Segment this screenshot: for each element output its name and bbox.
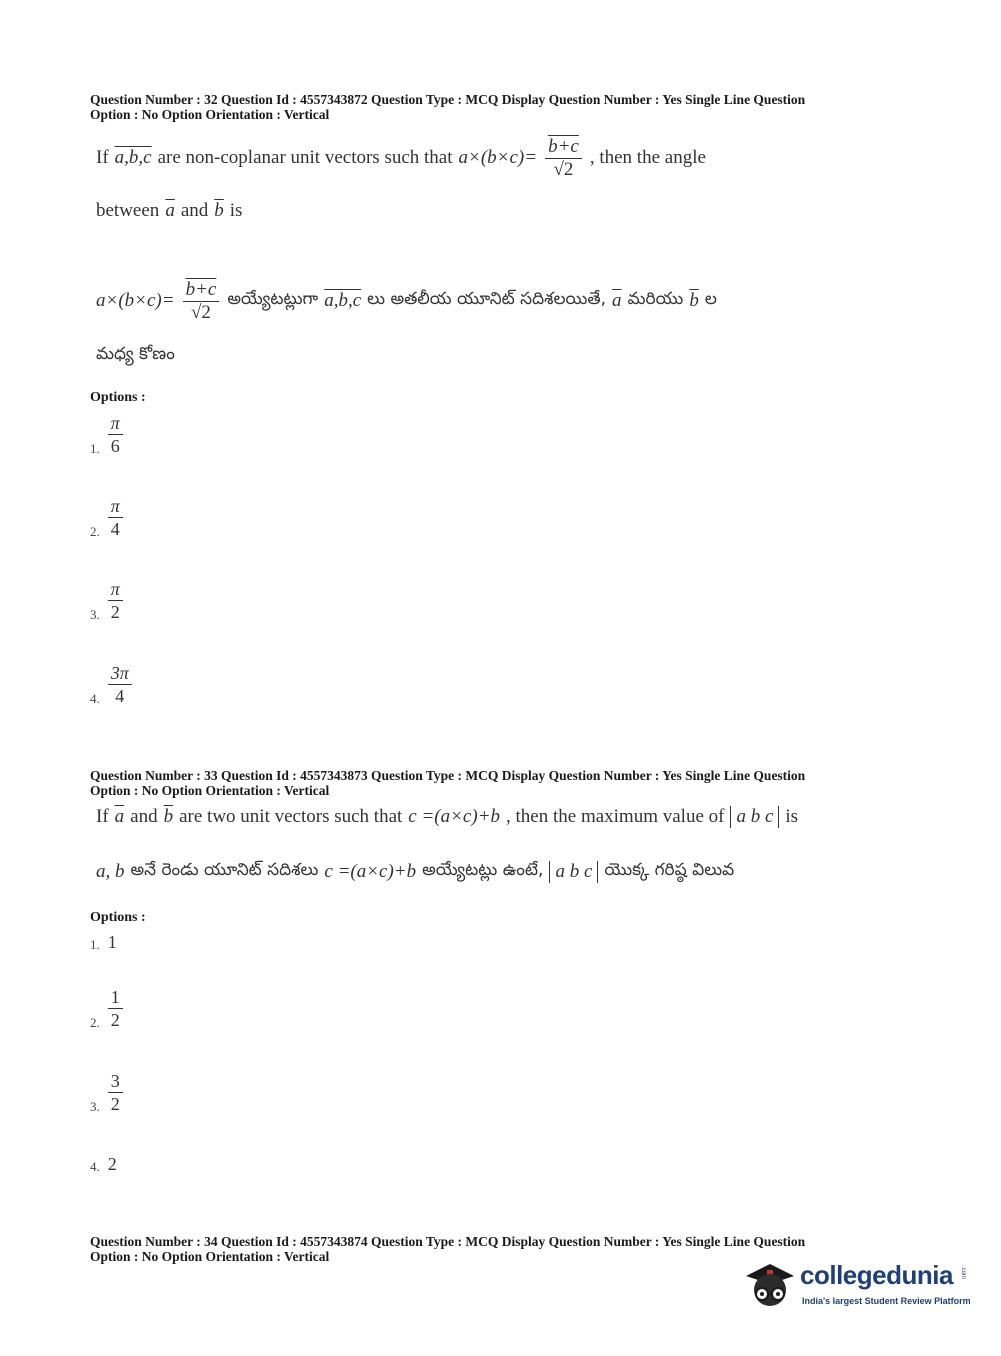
q32-option-3-fraction [108, 578, 123, 623]
q32-telugu-line2: మధ్య కోణం [96, 344, 175, 364]
q33-option-4-value: 2 [107, 1154, 117, 1174]
q32-en-is: is [229, 200, 243, 221]
q32-option-2-denominator: 4 [110, 519, 120, 539]
student-mascot-icon [740, 1254, 800, 1314]
q32-en-mid: are non-coplanar unit vectors such that [157, 147, 453, 168]
q32-option-1[interactable] [90, 412, 123, 457]
q33-te-text2: అయ్యేటట్లు ఉంటే, [422, 860, 544, 880]
q33-option-2[interactable] [90, 986, 123, 1031]
q33-option-4-number: 4. [90, 1159, 100, 1174]
q33-telugu-line [96, 860, 734, 884]
q32-option-3-denominator: 2 [110, 602, 120, 622]
q32-option-4[interactable] [90, 662, 132, 707]
q33-en-if: If [96, 806, 109, 827]
q32-te-text2: లు అతలీయ యూనిట్ సదిశలయితే, [367, 289, 606, 309]
q32-te-frac-den: √2 [190, 301, 211, 323]
logo-wordmark: collegedunia [800, 1260, 953, 1290]
q33-option-3-numerator: 3 [108, 1070, 123, 1093]
q32-telugu-line1 [96, 272, 717, 330]
q32-option-1-denominator: 6 [110, 436, 120, 456]
q32-te-text3: మరియు [627, 289, 684, 309]
q33-option-3-fraction [108, 1070, 123, 1115]
q33-en-text2: , then the maximum value of [506, 806, 725, 827]
q33-en-a: $\overline{a}$ [114, 806, 125, 827]
q32-options-label: Options : [90, 390, 146, 405]
q33-option-1-number: 1. [90, 937, 100, 952]
q32-option-2[interactable] [90, 495, 123, 540]
q33-en-box-product: a b c [730, 806, 779, 828]
q32-en-fraction [545, 137, 582, 180]
q33-meta [90, 768, 910, 798]
q32-en-frac-den: √2 [553, 158, 574, 180]
q33-options-label: Options : [90, 910, 146, 925]
q32-te-b: $\overline{b}$ [689, 290, 699, 311]
q33-en-is: is [785, 806, 799, 827]
q33-option-2-denominator: 2 [110, 1010, 120, 1030]
q33-option-4[interactable] [90, 1154, 117, 1175]
q32-en-a: $\overline{a}$ [165, 200, 175, 221]
q32-option-1-fraction [108, 412, 123, 457]
q32-en-and: and [180, 200, 209, 221]
q33-english-line [96, 806, 798, 828]
q32-english-line1 [96, 130, 706, 186]
q32-option-2-number: 2. [90, 524, 100, 539]
q32-te-text4: ల [704, 289, 717, 309]
q32-en-between: between [96, 200, 160, 221]
q33-option-3[interactable] [90, 1070, 123, 1115]
q32-en-prefix: If [96, 147, 109, 168]
collegedunia-logo [740, 1250, 970, 1320]
q32-en-suffix: , then the angle [589, 147, 706, 168]
q32-option-3[interactable] [90, 578, 123, 623]
q33-option-2-numerator: 1 [108, 986, 123, 1009]
q32-option-1-numerator: π [108, 412, 123, 435]
q33-option-1[interactable] [90, 932, 117, 953]
q32-option-1-number: 1. [90, 441, 100, 456]
q32-english-line2 [96, 200, 242, 222]
q32-option-4-numerator: 3π [108, 662, 132, 685]
q32-te-frac-num: b+c [183, 280, 220, 302]
q33-option-2-fraction [108, 986, 123, 1031]
q33-te-vectors: a, b [96, 861, 125, 882]
q33-option-3-number: 3. [90, 1099, 100, 1114]
q33-en-and: and [130, 806, 158, 827]
q32-en-frac-num: b+c [545, 137, 582, 159]
q32-te-lhs: a×(b×c)= [96, 290, 175, 311]
q33-meta-line1: Question Number : 33 Question Id : 4557343873 Question Type : MCQ Display Question Number : Yes Single Line Question [90, 768, 806, 783]
q33-option-1-value: 1 [107, 932, 117, 952]
q32-meta-line1: Question Number : 32 Question Id : 4557343872 Question Type : MCQ Display Question Number : Yes Single Line Question [90, 92, 806, 107]
q32-option-4-fraction [108, 662, 132, 707]
q34-meta-line2: Option : No Option Orientation : Vertical [90, 1249, 330, 1264]
q33-option-3-denominator: 2 [110, 1094, 120, 1114]
q33-meta-line2: Option : No Option Orientation : Vertical [90, 783, 330, 798]
q34-meta-line1: Question Number : 34 Question Id : 4557343874 Question Type : MCQ Display Question Number : Yes Single Line Question [90, 1234, 806, 1249]
q33-te-text1: అనే రెండు యూనిట్ సదిశలు [130, 860, 319, 880]
q33-en-equation: c =(a×c)+b [408, 806, 501, 827]
q32-option-4-denominator: 4 [115, 686, 125, 706]
q32-option-3-numerator: π [108, 578, 123, 601]
q32-en-vectors: a,b,c [114, 147, 152, 168]
logo-suffix: .com [960, 1266, 966, 1280]
q33-te-equation: c =(a×c)+b [324, 861, 417, 882]
q32-te-a: $\overline{a}$ [612, 290, 622, 311]
q33-te-box-product: a b c [549, 861, 598, 883]
q32-te-text1: అయ్యేటట్లుగా [227, 289, 319, 309]
q32-te-vectors: a,b,c [324, 290, 362, 311]
q32-en-lhs: a×(b×c)= [458, 147, 538, 168]
q32-en-b: $\overline{b}$ [214, 200, 224, 221]
q32-option-4-number: 4. [90, 691, 100, 706]
q33-te-text3: యొక్క గరిష్ఠ విలువ [604, 860, 735, 880]
q32-te-fraction [183, 280, 220, 323]
q32-option-3-number: 3. [90, 607, 100, 622]
q32-meta [90, 92, 910, 122]
q33-en-b: $\overline{b}$ [163, 806, 174, 827]
q32-option-2-fraction [108, 495, 123, 540]
q33-en-text: are two unit vectors such that [179, 806, 403, 827]
q32-meta-line2: Option : No Option Orientation : Vertical [90, 107, 330, 122]
q32-option-2-numerator: π [108, 495, 123, 518]
q33-option-2-number: 2. [90, 1015, 100, 1030]
logo-tagline: India's largest Student Review Platform [802, 1296, 971, 1306]
